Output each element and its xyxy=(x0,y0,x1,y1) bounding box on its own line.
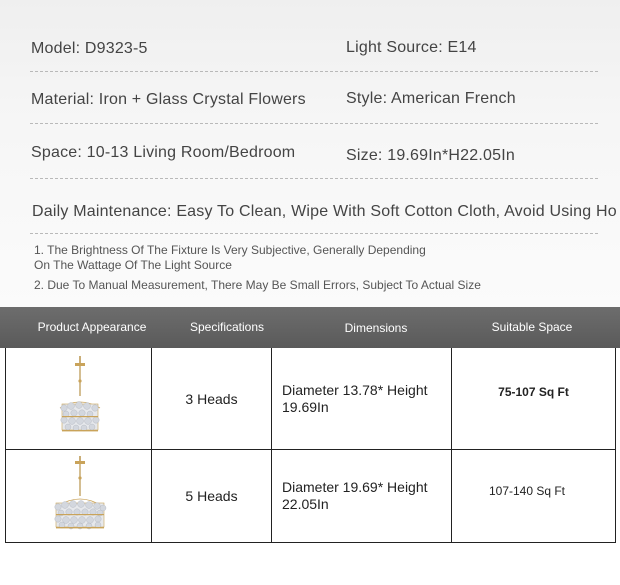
model-text: Model: D9323-5 xyxy=(31,40,148,57)
chandelier-3-heads-image xyxy=(48,356,112,442)
divider xyxy=(30,178,598,179)
specification-cell: 5 Heads xyxy=(185,488,238,504)
header-dimensions: Dimensions xyxy=(344,321,408,335)
space-text: Space: 10-13 Living Room/Bedroom xyxy=(31,144,296,161)
dimensions-line-1: Diameter 19.69* Height xyxy=(282,479,428,495)
product-table xyxy=(5,348,616,543)
suitable-space-cell: 107-140 Sq Ft xyxy=(488,484,566,498)
dimensions-cell xyxy=(272,348,451,449)
light-source-text: Light Source: E14 xyxy=(346,39,477,56)
table-header xyxy=(0,307,620,348)
divider xyxy=(30,233,598,234)
divider xyxy=(30,71,598,72)
specification-cell: 3 Heads xyxy=(185,390,238,407)
header-product-appearance: Product Appearance xyxy=(37,320,147,334)
chandelier-5-heads-image xyxy=(46,456,114,536)
size-text: Size: 19.69In*H22.05In xyxy=(346,147,515,164)
header-suitable-space: Suitable Space xyxy=(491,320,573,334)
note-1-line-1: 1. The Brightness Of The Fixture Is Very Subjective, Generally Depending xyxy=(34,243,426,257)
material-text: Material: Iron + Glass Crystal Flowers xyxy=(31,91,306,108)
note-1-line-2: On The Wattage Of The Light Source xyxy=(34,258,232,272)
header-specifications: Specifications xyxy=(189,320,265,334)
maintenance-text: Daily Maintenance: Easy To Clean, Wipe With Soft Cotton Cloth, Avoid Using Ho xyxy=(32,203,617,220)
dimensions-line-2: 19.69In xyxy=(282,398,329,415)
dimensions-cell xyxy=(272,450,451,542)
suitable-space-cell: 75-107 Sq Ft xyxy=(498,385,569,399)
dimensions-line-1: Diameter 13.78* Height xyxy=(282,381,428,398)
note-2: 2. Due To Manual Measurement, There May Be Small Errors, Subject To Actual Size xyxy=(34,278,481,292)
divider xyxy=(30,123,598,124)
style-text: Style: American French xyxy=(346,90,516,107)
dimensions-line-2: 22.05In xyxy=(282,496,329,512)
